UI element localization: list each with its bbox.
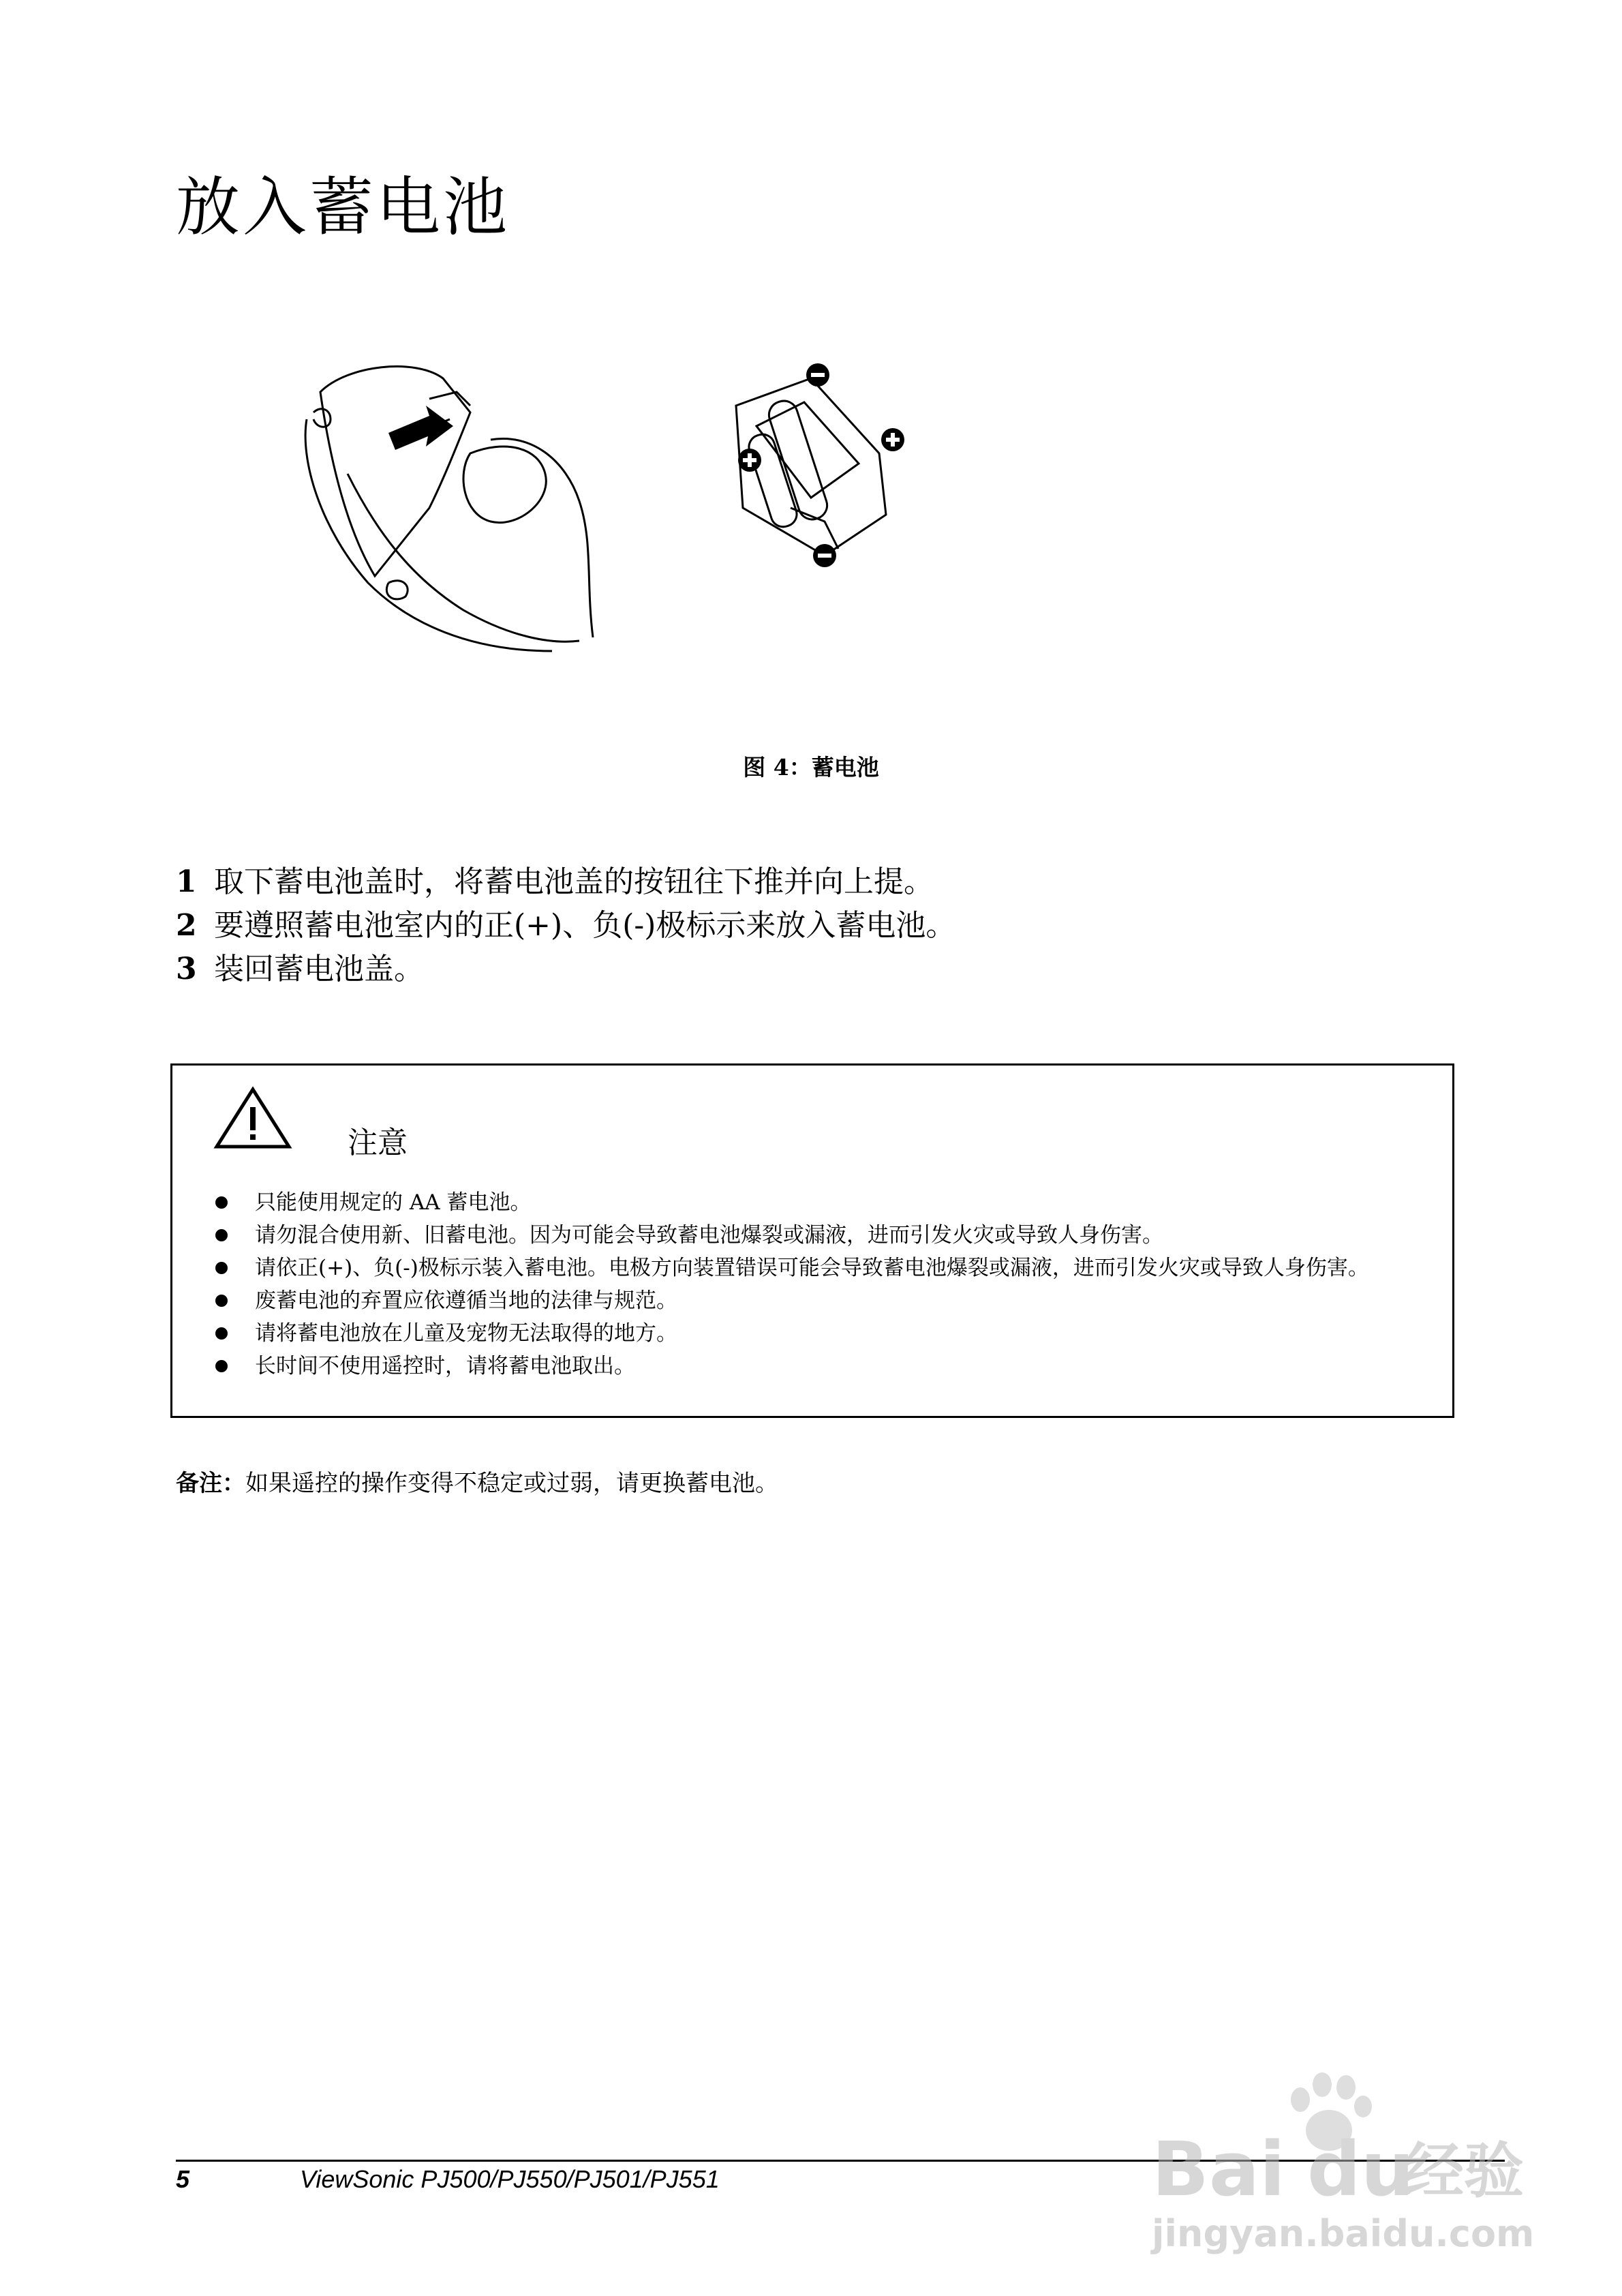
figure-caption: 图 4：蓄电池 — [743, 754, 879, 781]
bullet-icon — [215, 1262, 228, 1274]
watermark-brand-2: du — [1307, 2126, 1415, 2213]
warning-triangle-icon — [213, 1085, 293, 1151]
push-arrow-icon — [388, 406, 453, 450]
bullet-icon — [215, 1295, 228, 1307]
step-item: 2 要遵照蓄电池室内的正(+)、负(-)极标示来放入蓄电池。 — [176, 908, 956, 943]
note-text: 如果遥控的操作变得不稳定或过弱，请更换蓄电池。 — [245, 1470, 778, 1497]
bullet-icon — [215, 1360, 228, 1372]
list-item: 长时间不使用遥控时，请将蓄电池取出。 — [213, 1350, 1433, 1383]
list-item: 只能使用规定的 AA 蓄电池。 — [213, 1186, 1433, 1219]
bullet-icon — [215, 1196, 228, 1209]
list-item: 请依正(+)、负(-)极标示装入蓄电池。电极方向装置错误可能会导致蓄电池爆裂或漏液，进而引发火灾或导致人身伤害。 — [213, 1252, 1433, 1284]
step-item: 3 装回蓄电池盖。 — [176, 952, 424, 986]
list-item: 请勿混合使用新、旧蓄电池。因为可能会导致蓄电池爆裂或漏液，进而引发火灾或导致人身伤害。 — [213, 1219, 1433, 1252]
page-number: 5 — [176, 2165, 190, 2193]
note-paragraph — [176, 1464, 778, 1498]
list-item: 废蓄电池的弃置应依遵循当地的法律与规范。 — [213, 1284, 1433, 1317]
steps-list — [176, 860, 955, 991]
caution-heading: 注意 — [348, 1126, 408, 1160]
watermark-url: jingyan.baidu.com — [1152, 2212, 1535, 2255]
page-title: 放入蓄电池 — [176, 170, 510, 245]
watermark-brand: Bai — [1152, 2126, 1285, 2213]
baidu-watermark — [1124, 2059, 1561, 2263]
watermark-service: 经验 — [1404, 2136, 1525, 2206]
bullet-icon — [215, 1327, 228, 1340]
remote-hands-illustration — [305, 367, 593, 651]
list-item: 请将蓄电池放在儿童及宠物无法取得的地方。 — [213, 1317, 1433, 1350]
footer-model: ViewSonic PJ500/PJ550/PJ501/PJ551 — [300, 2165, 720, 2193]
bullet-icon — [215, 1229, 228, 1241]
step-item: 1 取下蓄电池盖时，将蓄电池盖的按钮往下推并向上提。 — [176, 864, 934, 899]
caution-list — [213, 1186, 1433, 1383]
battery-figure — [293, 351, 1029, 678]
polarity-markers — [738, 363, 904, 567]
note-label: 备注： — [176, 1470, 245, 1497]
